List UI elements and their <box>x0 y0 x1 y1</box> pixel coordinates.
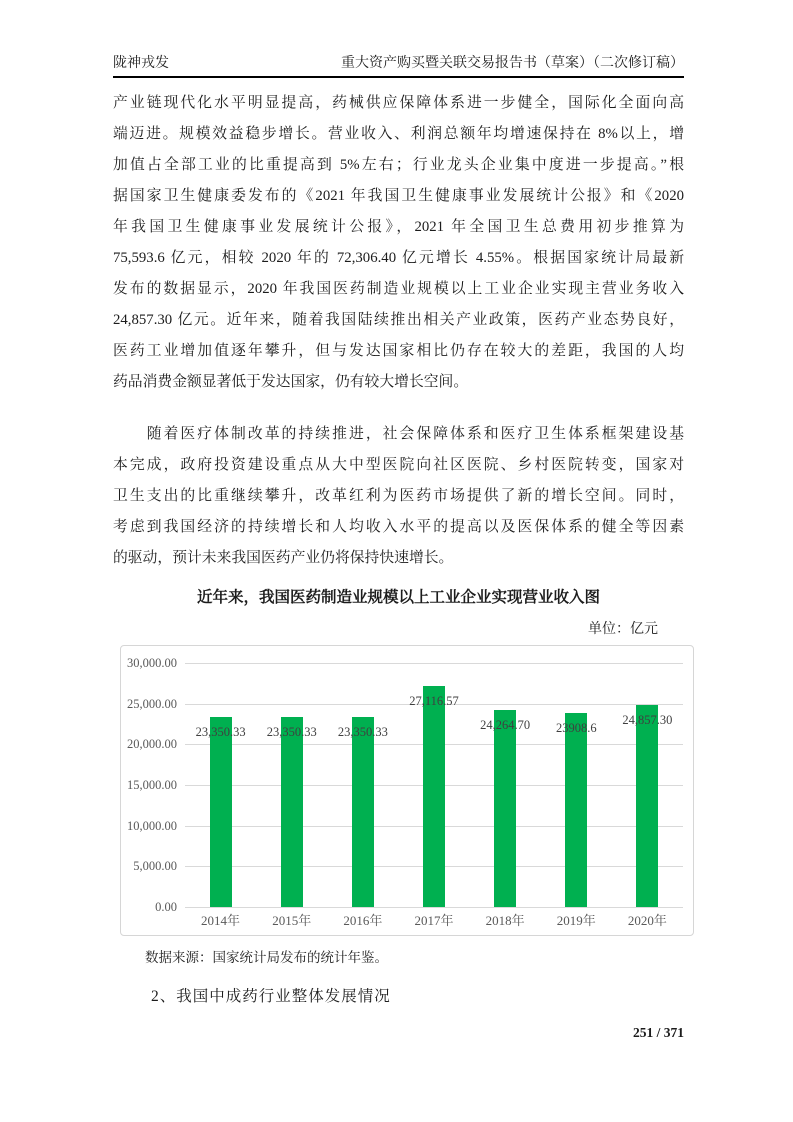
chart-unit-label: 单位：亿元 <box>588 622 658 637</box>
x-tick-label: 2018年 <box>485 913 525 928</box>
gridline <box>185 907 683 908</box>
y-tick-label: 10,000.00 <box>127 818 177 833</box>
paragraph-line: 考虑到我国经济的持续增长和人均收入水平的提高以及医保体系的健全等因素 <box>113 519 684 535</box>
chart-title: 近年来，我国医药制造业规模以上工业企业实现营业收入图 <box>196 589 600 606</box>
paragraph-line: 产业链现代化水平明显提高，药械供应保障体系进一步健全，国际化全面向高 <box>113 95 684 111</box>
paragraph-line: 随着医疗体制改革的持续推进，社会保障体系和医疗卫生体系框架建设基 <box>113 426 684 442</box>
x-tick-label: 2020年 <box>627 913 667 928</box>
bar-value-label: 23,350.33 <box>266 725 317 740</box>
page-number: 251 / 371 <box>632 1025 684 1040</box>
header-company: 陇神戎发 <box>113 56 169 71</box>
bar <box>423 686 445 907</box>
y-tick-label: 20,000.00 <box>127 737 177 752</box>
gridline <box>185 663 683 664</box>
paragraph-line: 发布的数据显示，2020 年我国医药制造业规模以上工业企业实现主营业务收入 <box>113 281 684 297</box>
paragraph-line: 医药工业增加值逐年攀升，但与发达国家相比仍存在较大的差距，我国的人均 <box>113 343 684 359</box>
bar-value-label: 23,350.33 <box>337 725 388 740</box>
paragraph-line: 年我国卫生健康事业发展统计公报》，2021 年全国卫生总费用初步推算为 <box>113 219 684 235</box>
bar <box>636 705 658 907</box>
bar-value-label: 23,350.33 <box>195 725 246 740</box>
bar <box>281 717 303 907</box>
y-tick-label: 15,000.00 <box>127 778 177 792</box>
paragraph-line: 24,857.30 亿元。近年来，随着我国陆续推出相关产业政策，医药产业态势良好， <box>113 312 684 328</box>
paragraph-line: 端迈进。规模效益稳步增长。营业收入、利润总额年均增速保持在 8%以上，增 <box>113 126 684 142</box>
bar <box>494 710 516 907</box>
bar-value-label: 24,264.70 <box>480 717 531 732</box>
bar-value-label: 23908.6 <box>555 720 597 735</box>
paragraph-line: 加值占全部工业的比重提高到 5%左右；行业龙头企业集中度进一步提高。”根 <box>113 157 684 173</box>
y-tick-label: 25,000.00 <box>127 696 177 711</box>
y-tick-label: 0.00 <box>155 900 177 914</box>
y-tick-label: 5,000.00 <box>133 859 177 874</box>
bar-value-label: 27,116.57 <box>409 694 459 709</box>
data-source-note: 数据来源：国家统计局发布的统计年鉴。 <box>145 950 388 965</box>
paragraph-line: 卫生支出的比重继续攀升，改革红利为医药市场提供了新的增长空间。同时， <box>113 488 684 504</box>
x-tick-label: 2017年 <box>414 913 454 928</box>
bar-value-label: 24,857.30 <box>622 712 673 727</box>
paragraph-line: 75,593.6 亿元，相较 2020 年的 72,306.40 亿元增长 4.55%。根据国家统计局最新 <box>113 250 684 266</box>
header-report-title: 重大资产购买暨关联交易报告书（草案）（二次修订稿） <box>341 56 684 71</box>
x-tick-label: 2015年 <box>272 913 312 928</box>
y-tick-label: 30,000.00 <box>127 656 177 670</box>
bar-chart <box>120 645 694 936</box>
bar <box>352 717 374 907</box>
section-heading: 2、我国中成药行业整体发展情况 <box>151 988 391 1005</box>
bar <box>210 717 232 907</box>
x-tick-label: 2016年 <box>343 913 383 928</box>
paragraph-line: 药品消费金额显著低于发达国家，仍有较大增长空间。 <box>113 374 469 390</box>
x-tick-label: 2014年 <box>201 913 241 928</box>
header-rule <box>113 76 684 78</box>
body-paragraph-1 <box>113 88 684 398</box>
paragraph-line: 的驱动，预计未来我国医药产业仍将保持快速增长。 <box>113 550 454 566</box>
paragraph-line: 据国家卫生健康委发布的《2021 年我国卫生健康事业发展统计公报》和《2020 <box>113 188 684 204</box>
bar <box>565 713 587 907</box>
x-tick-label: 2019年 <box>556 913 596 928</box>
paragraph-line: 本完成，政府投资建设重点从大中型医院向社区医院、乡村医院转变，国家对 <box>113 457 684 473</box>
body-paragraph-2 <box>113 419 684 574</box>
